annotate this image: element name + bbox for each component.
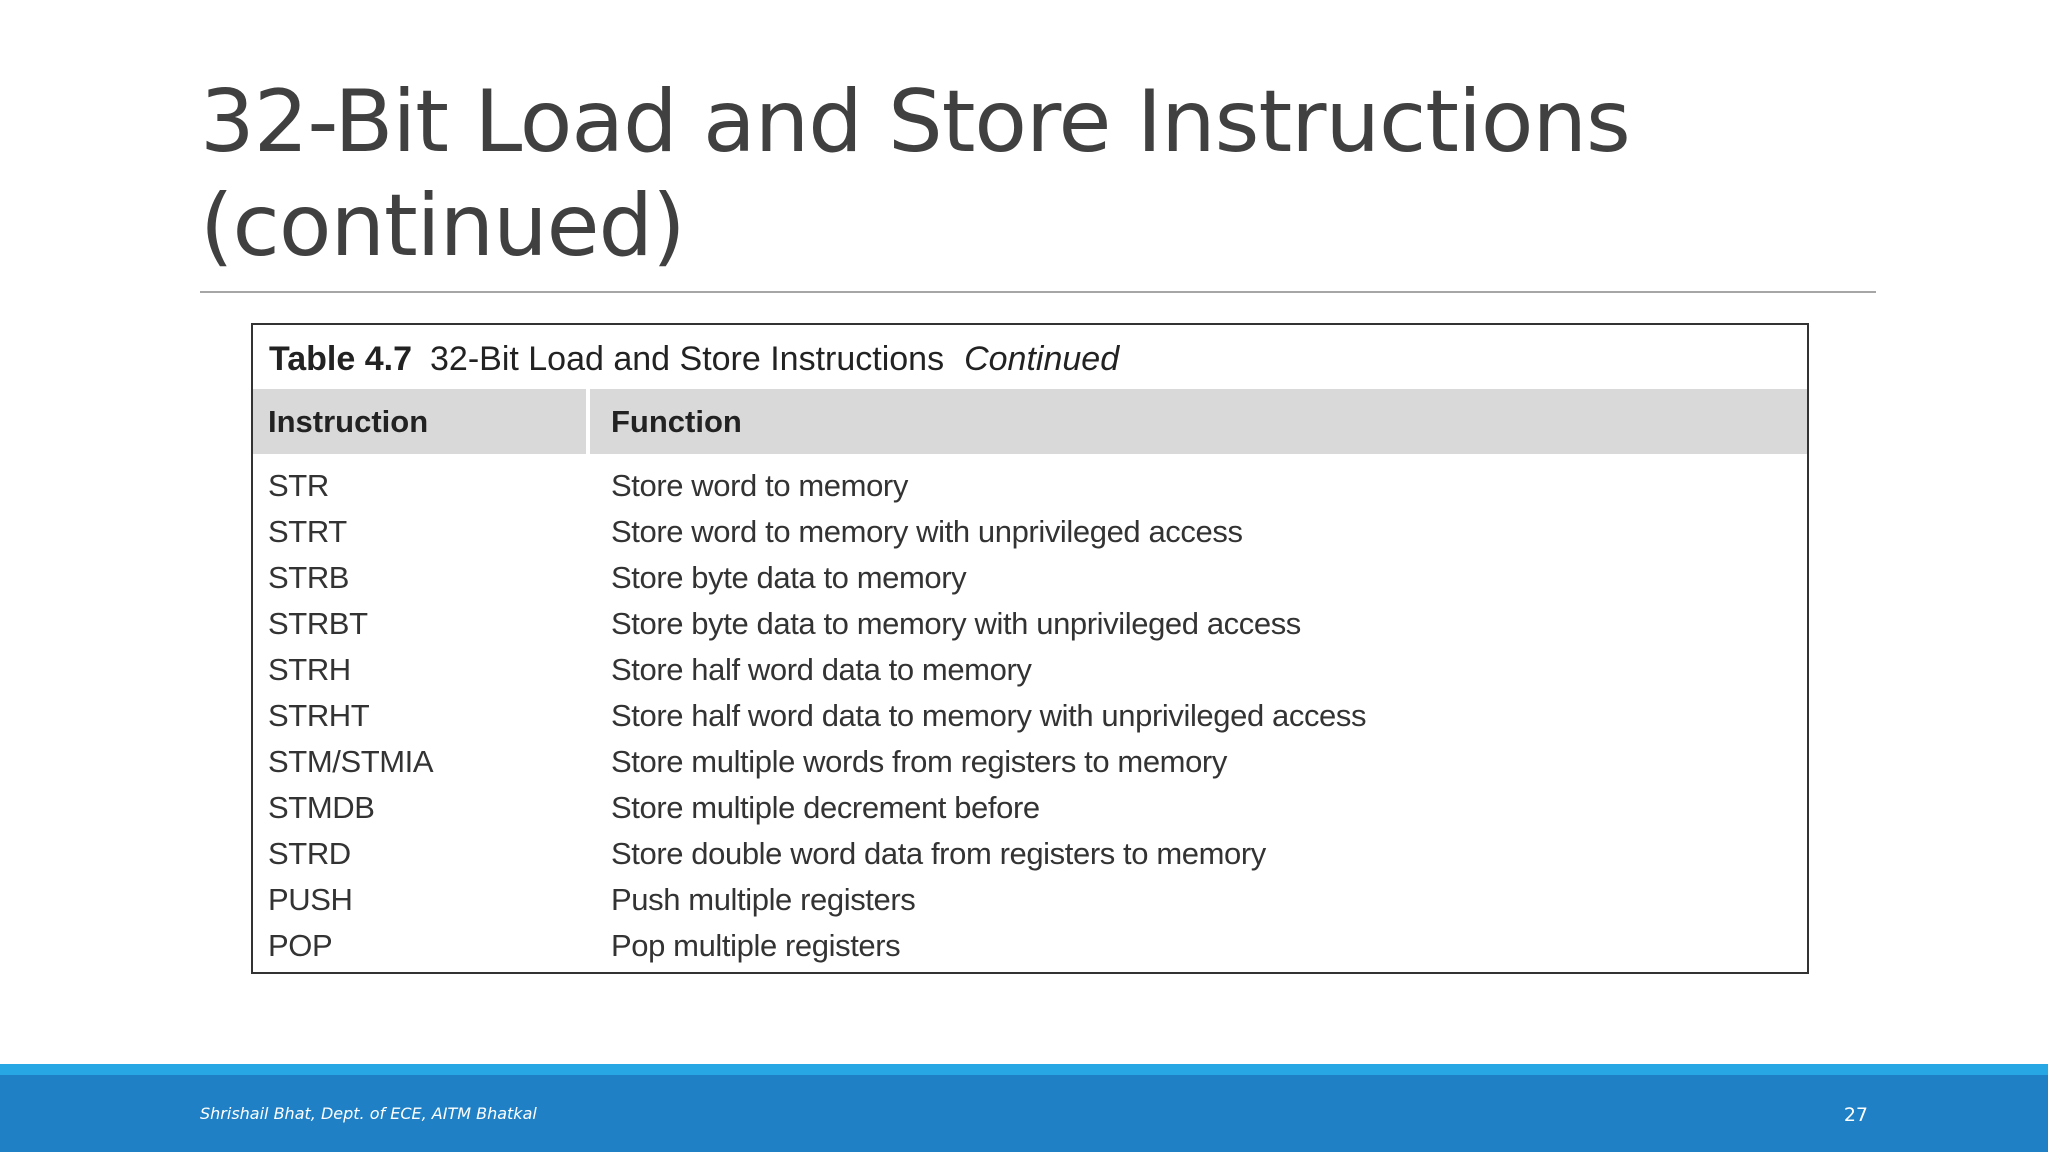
title-divider bbox=[200, 291, 1876, 293]
header-function: Function bbox=[590, 389, 1807, 454]
function-cell: Push multiple registers bbox=[611, 882, 916, 917]
instruction-cell: STRB bbox=[268, 560, 350, 595]
function-cell: Store word to memory bbox=[611, 468, 908, 503]
instruction-cell: POP bbox=[268, 928, 333, 963]
function-cell: Store half word data to memory bbox=[611, 652, 1032, 687]
table-row bbox=[253, 739, 1807, 785]
table-continued: Continued bbox=[964, 340, 1120, 378]
instruction-cell: STRBT bbox=[268, 606, 368, 641]
footer-stripe bbox=[0, 1064, 2048, 1075]
instruction-cell: STRD bbox=[268, 836, 351, 871]
function-cell: Store multiple decrement before bbox=[611, 790, 1040, 825]
instruction-cell: STMDB bbox=[268, 790, 375, 825]
table-row bbox=[253, 831, 1807, 877]
instruction-cell: STRT bbox=[268, 514, 347, 549]
table-header-row bbox=[253, 389, 1807, 454]
table-row bbox=[253, 601, 1807, 647]
instruction-table bbox=[251, 323, 1809, 974]
function-cell: Pop multiple registers bbox=[611, 928, 901, 963]
table-row bbox=[253, 463, 1807, 509]
instruction-cell: STRHT bbox=[268, 698, 370, 733]
table-caption bbox=[269, 339, 1119, 379]
slide-title: 32-Bit Load and Store Instructions (continued) bbox=[200, 72, 1630, 276]
instruction-cell: PUSH bbox=[268, 882, 353, 917]
table-row bbox=[253, 509, 1807, 555]
function-cell: Store word to memory with unprivileged access bbox=[611, 514, 1243, 549]
table-row bbox=[253, 555, 1807, 601]
table-row bbox=[253, 785, 1807, 831]
table-row bbox=[253, 923, 1807, 969]
instruction-cell: STRH bbox=[268, 652, 351, 687]
page-number: 27 bbox=[1843, 1104, 1868, 1126]
footer-author: Shrishail Bhat, Dept. of ECE, AITM Bhatkal bbox=[200, 1104, 537, 1123]
function-cell: Store multiple words from registers to memory bbox=[611, 744, 1227, 779]
function-cell: Store byte data to memory bbox=[611, 560, 967, 595]
instruction-cell: STM/STMIA bbox=[268, 744, 434, 779]
function-cell: Store double word data from registers to memory bbox=[611, 836, 1266, 871]
table-body bbox=[253, 463, 1807, 969]
header-instruction: Instruction bbox=[253, 389, 586, 454]
function-cell: Store byte data to memory with unprivileged access bbox=[611, 606, 1301, 641]
table-row bbox=[253, 877, 1807, 923]
function-cell: Store half word data to memory with unprivileged access bbox=[611, 698, 1367, 733]
table-row bbox=[253, 647, 1807, 693]
instruction-cell: STR bbox=[268, 468, 329, 503]
table-row bbox=[253, 693, 1807, 739]
table-label: Table 4.7 bbox=[269, 340, 412, 378]
table-caption-text: 32-Bit Load and Store Instructions bbox=[430, 340, 945, 378]
